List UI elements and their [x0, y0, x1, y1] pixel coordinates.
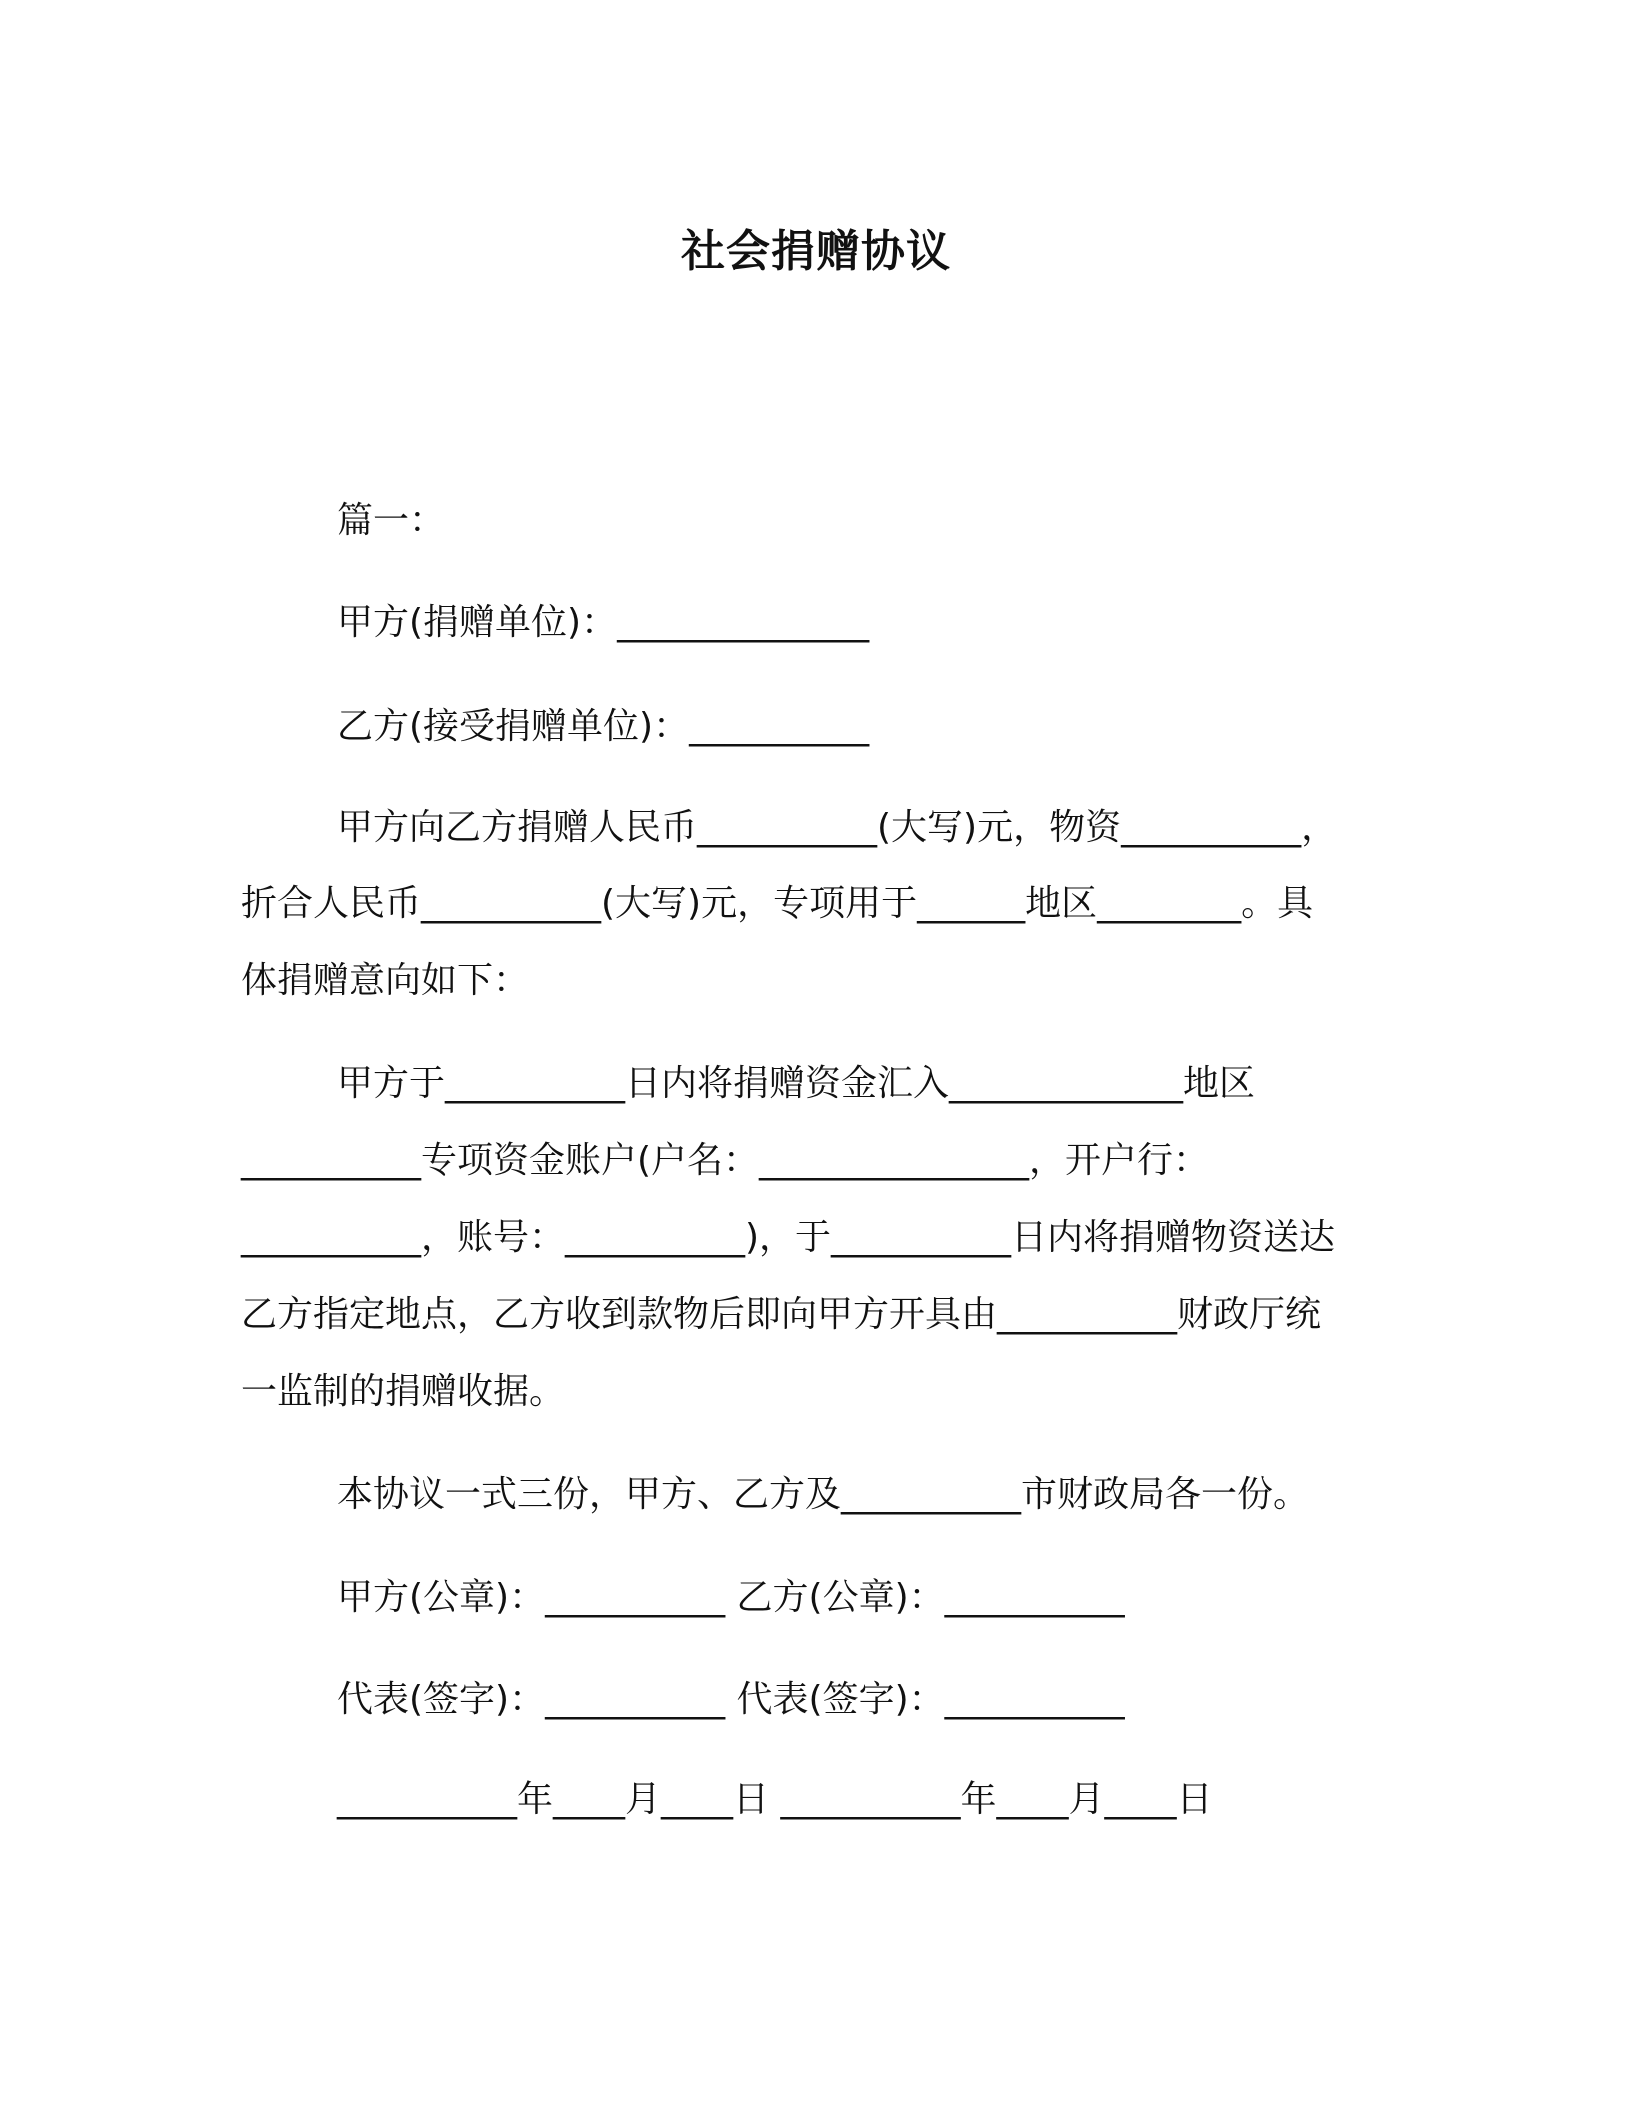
date-line: __________年____月____日 __________年____月____日: [337, 1779, 1213, 1820]
donation-paragraph-line-2: 折合人民币__________(大写)元，专项用于______地区________。具: [241, 883, 1314, 924]
copies-clause: 本协议一式三份，甲方、乙方及__________市财政局各一份。: [337, 1474, 1310, 1515]
document-title: 社会捐赠协议: [681, 226, 951, 277]
donation-paragraph-line-3: 体捐赠意向如下：: [241, 960, 530, 1001]
transfer-paragraph-line-3: __________，账号：__________)，于__________日内将捐赠物资送达: [241, 1217, 1336, 1258]
party-a-line: 甲方(捐赠单位)：______________: [337, 602, 870, 643]
transfer-paragraph-line-1: 甲方于__________日内将捐赠资金汇入_____________地区: [337, 1063, 1256, 1104]
party-b-line: 乙方(接受捐赠单位)：__________: [337, 706, 870, 747]
signature-line: 代表(签字)：__________ 代表(签字)：__________: [337, 1679, 1125, 1720]
section-heading: 篇一：: [337, 500, 446, 541]
transfer-paragraph-line-4: 乙方指定地点，乙方收到款物后即向甲方开具由__________财政厅统: [241, 1294, 1322, 1335]
donation-paragraph-line-1: 甲方向乙方捐赠人民币__________(大写)元，物资__________，: [337, 807, 1338, 848]
seal-line: 甲方(公章)：__________ 乙方(公章)：__________: [337, 1577, 1125, 1618]
transfer-paragraph-line-5: 一监制的捐赠收据。: [241, 1371, 566, 1412]
transfer-paragraph-line-2: __________专项资金账户(户名：_______________，开户行：: [241, 1140, 1210, 1181]
